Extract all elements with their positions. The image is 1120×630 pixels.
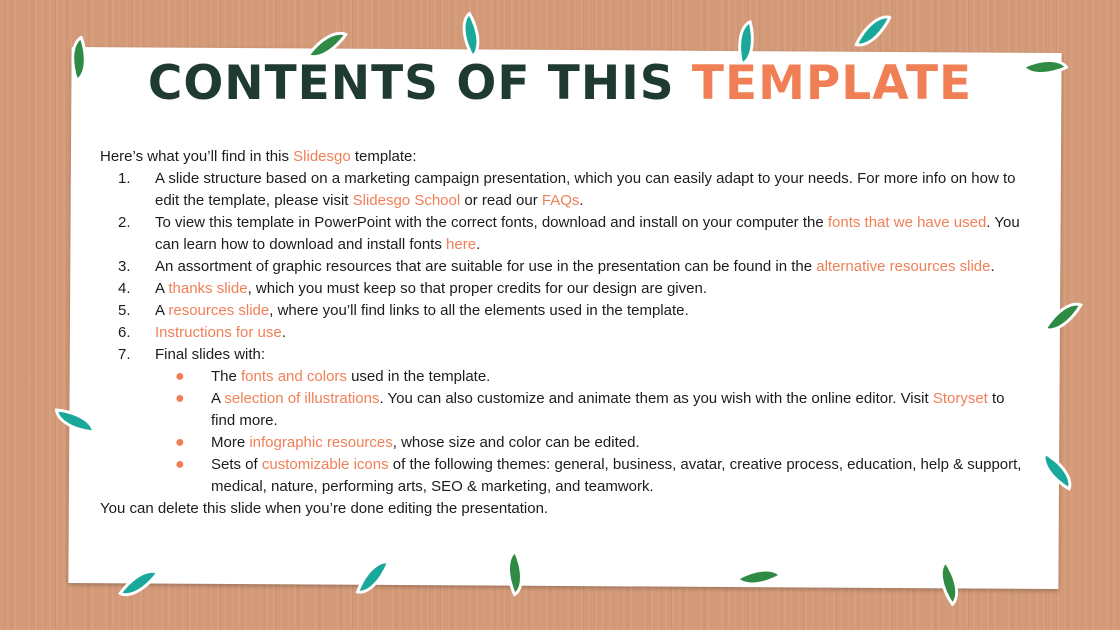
bullet-text: , whose size and color can be edited.: [392, 434, 640, 451]
list-item: [100, 300, 1030, 322]
item-text: A: [155, 302, 169, 319]
bullet-text: The: [211, 368, 242, 385]
bullet-icon: ●: [175, 456, 185, 473]
bullet-item: [155, 366, 1030, 388]
bullet-text: A: [211, 390, 225, 407]
outro-text: You can delete this slide when you’re done editing the presentation.: [100, 500, 549, 517]
list-number: 1.: [118, 170, 131, 187]
fonts-used-link[interactable]: fonts that we have used: [827, 214, 987, 231]
bullet-icon: ●: [175, 390, 185, 407]
slidesgo-link[interactable]: Slidesgo: [293, 148, 351, 165]
list-number: 7.: [118, 346, 131, 363]
fonts-colors-link[interactable]: fonts and colors: [241, 368, 347, 385]
faqs-link[interactable]: FAQs: [541, 192, 580, 209]
item-text: . You can learn how to download and install fonts: [155, 214, 1020, 253]
slidesgo-school-link[interactable]: Slidesgo School: [352, 192, 461, 209]
bullet-text: . You can also customize and animate them as you wish with the online editor. Visit: [379, 390, 933, 407]
instructions-link[interactable]: Instructions for use: [155, 324, 282, 341]
bullet-item: [155, 388, 1030, 432]
list-item: [100, 168, 1030, 212]
item-text: .: [281, 324, 286, 341]
list-item: [100, 256, 1030, 278]
item-text: .: [579, 192, 584, 209]
item-text: .: [990, 258, 995, 275]
intro-text-part: template:: [350, 148, 417, 165]
resources-slide-link[interactable]: resources slide: [168, 302, 270, 319]
slide-title: [0, 56, 1120, 111]
thanks-slide-link[interactable]: thanks slide: [168, 280, 248, 297]
contents-list: [100, 168, 1030, 498]
title-main: CONTENTS OF THIS: [147, 56, 675, 111]
bullet-text: to find more.: [211, 390, 1005, 429]
list-item: [100, 322, 1030, 344]
bullet-text: More: [211, 434, 250, 451]
item-text: Final slides with:: [155, 346, 266, 363]
item-text: An assortment of graphic resources that are suitable for use in the presentation can be found in the: [155, 258, 817, 275]
illustrations-link[interactable]: selection of illustrations: [224, 390, 380, 407]
alternative-resources-link[interactable]: alternative resources slide: [816, 258, 991, 275]
item-text: A slide structure based on a marketing campaign presentation, which you can easily adapt to your needs. For more info on how to edit the template, please visit: [155, 170, 1016, 209]
list-item: [100, 212, 1030, 256]
bullet-item: [155, 432, 1030, 454]
bullet-text: Sets of: [211, 456, 262, 473]
list-number: 6.: [118, 324, 131, 341]
storyset-link[interactable]: Storyset: [932, 390, 988, 407]
bullet-item: [155, 454, 1030, 498]
leaf-icon: [854, 7, 892, 54]
install-fonts-link[interactable]: here: [446, 236, 477, 253]
infographic-resources-link[interactable]: infographic resources: [249, 434, 393, 451]
bullet-icon: ●: [175, 368, 185, 385]
list-number: 4.: [118, 280, 131, 297]
contents-body: [100, 146, 1030, 520]
item-text: , where you’ll find links to all the elements used in the template.: [269, 302, 689, 319]
bullet-icon: ●: [175, 434, 185, 451]
intro-text-part: Here’s what you’ll find in this: [100, 148, 294, 165]
list-item: [100, 344, 1030, 498]
item-text: , which you must keep so that proper credits for our design are given.: [247, 280, 707, 297]
list-number: 3.: [118, 258, 131, 275]
bullet-text: of the following themes: general, business, avatar, creative process, education, help & support, medical, nature, performing arts, SEO & marketing, and teamwork.: [211, 456, 1022, 495]
final-slides-list: [155, 366, 1030, 498]
customizable-icons-link[interactable]: customizable icons: [261, 456, 389, 473]
item-text: A: [155, 280, 169, 297]
list-number: 5.: [118, 302, 131, 319]
intro-text: [100, 146, 1030, 168]
item-text: To view this template in PowerPoint with the correct fonts, download and install on your computer the: [155, 214, 828, 231]
item-text: .: [476, 236, 481, 253]
bullet-text: used in the template.: [346, 368, 491, 385]
title-accent: TEMPLATE: [691, 56, 973, 111]
item-text: or read our: [460, 192, 542, 209]
list-item: [100, 278, 1030, 300]
list-number: 2.: [118, 214, 131, 231]
